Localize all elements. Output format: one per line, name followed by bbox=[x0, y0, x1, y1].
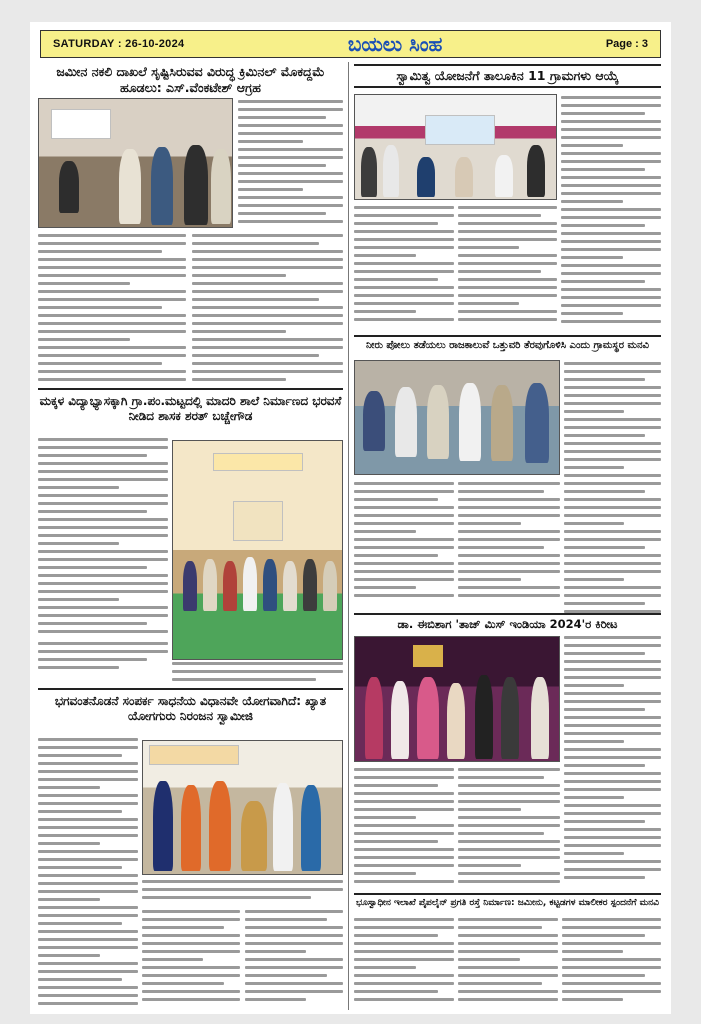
issue-date: SATURDAY : 26-10-2024 bbox=[53, 38, 185, 50]
story-swamitva-body-col1 bbox=[354, 206, 454, 331]
story-school-body-col1 bbox=[38, 438, 168, 638]
story-land-body-col1 bbox=[38, 234, 186, 384]
story-water-body-col1 bbox=[354, 482, 454, 607]
story-land-photo bbox=[38, 98, 233, 228]
story-yoga-body-col3 bbox=[245, 910, 343, 1010]
story-swamitva-photo bbox=[354, 94, 557, 200]
story-pipeline-body-col3 bbox=[562, 918, 661, 1010]
story-yoga-headline: ಭಗವಂತನೊಡನೆ ಸಂಪರ್ಕ ಸಾಧನೆಯ ವಿಧಾನವೇ ಯೋಗವಾಗಿದೆ: ಖ್ಯಾತ ಯೋಗಗುರು ನಿರಂಜನ ಸ್ವಾಮೀಜಿ bbox=[54, 694, 327, 723]
story-yoga-body-col2 bbox=[142, 910, 240, 1010]
story-school-photo bbox=[172, 440, 343, 660]
newspaper-name: ಬಯಲು ಸಿಂಹ bbox=[347, 32, 443, 56]
story-swamitva-body-col2 bbox=[458, 206, 557, 331]
story-miss-body-col2 bbox=[458, 768, 560, 888]
story-miss-body-col1 bbox=[354, 768, 454, 888]
story-swamitva-body-right bbox=[561, 96, 661, 331]
story-school-caption bbox=[172, 662, 343, 686]
story-land-body-right bbox=[238, 100, 343, 228]
story-school-body-col1b bbox=[38, 642, 168, 680]
story-yoga-caption bbox=[142, 880, 343, 906]
story-separator bbox=[354, 893, 661, 895]
story-swamitva-headline: ಸ್ವಾಮಿತ್ವ ಯೋಜನೆಗೆ ತಾಲೂಕಿನ 11 ಗ್ರಾಮಗಳು ಆಯ್ಕೆ bbox=[354, 64, 661, 88]
story-school-headline: ಮಕ್ಕಳ ವಿದ್ಯಾಭ್ಯಾಸಕ್ಕಾಗಿ ಗ್ರಾ.ಪಂ.ಮಟ್ಟದಲ್ಲಿ ಮಾದರಿ ಶಾಲೆ ನಿರ್ಮಾಣದ ಭರವಸೆ ನೀಡಿದ ಶಾಸಕ ಶರತ್ ಬಚ್ಚೇಗೌಡ bbox=[39, 394, 342, 423]
story-yoga-body-col1 bbox=[38, 738, 138, 1010]
story-water-headline: ನೀರು ಪೋಲು ತಡೆಯಲು ರಾಜಕಾಲುವೆ ಒತ್ತುವರಿ ತೆರವುಗೊಳಿಸಿ ಎಂದು ಗ್ರಾಮಸ್ಥರ ಮನವಿ bbox=[366, 340, 649, 351]
story-water-photo bbox=[354, 360, 560, 475]
story-separator bbox=[38, 688, 343, 690]
story-pipeline-body-col1 bbox=[354, 918, 454, 1010]
story-miss-photo bbox=[354, 636, 560, 762]
story-separator bbox=[354, 335, 661, 337]
story-water-body-right bbox=[564, 362, 661, 622]
story-pipeline-body-col2 bbox=[458, 918, 558, 1010]
story-land-headline: ಜಮೀನ ನಕಲಿ ದಾಖಲೆ ಸೃಷ್ಟಿಸಿರುವವ ವಿರುದ್ಧ ಕ್ರಿಮಿನಲ್ ಮೊಕದ್ದಮೆ ಹೂಡಲು: ಎಸ್.ವೆಂಕಟೇಶ್ ಆಗ್ರಹ bbox=[56, 64, 325, 95]
story-land-body-col2 bbox=[192, 234, 343, 384]
masthead bbox=[40, 30, 661, 58]
story-separator bbox=[354, 613, 661, 615]
newspaper-sheet bbox=[30, 22, 671, 1014]
story-separator bbox=[38, 388, 343, 390]
column-divider bbox=[348, 62, 349, 1010]
story-miss-headline: ಡಾ. ಈಬಿಶಾಗ 'ತಾಜ್ ಮಿಸ್ ಇಂಡಿಯಾ 2024'ರ ಕಿರೀಟ bbox=[397, 617, 618, 631]
story-yoga-photo bbox=[142, 740, 343, 875]
story-water-body-col2 bbox=[458, 482, 560, 607]
page-number: Page : 3 bbox=[605, 38, 648, 50]
story-miss-body-right bbox=[564, 636, 661, 886]
story-pipeline-headline: ಭೂಸ್ವಾಧೀನ ಇಲಾಖೆ ಪೈಪಲೈನ್ ಪ್ರಗತಿ ರಸ್ತೆ ನಿರ್ಮಾಣ: ಜಮೀನು, ಕಟ್ಟಡಗಳ ಮಾಲೀಕರ ಸ್ಪಂದನೆಗೆ ಮನವಿ bbox=[356, 898, 659, 908]
